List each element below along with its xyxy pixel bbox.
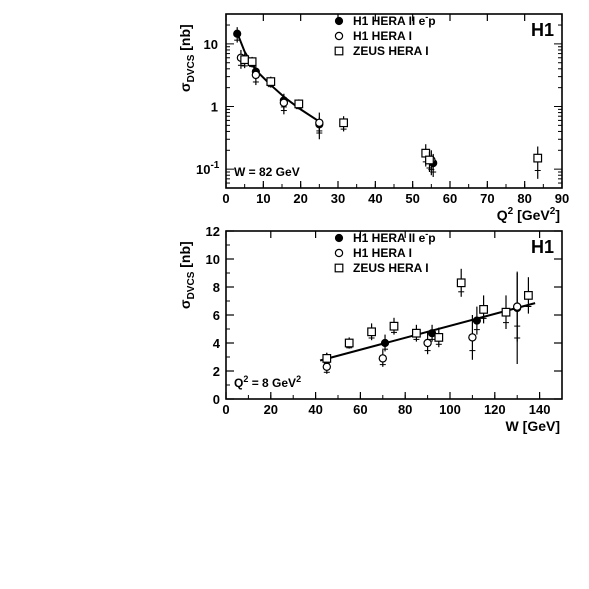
data-point xyxy=(345,339,353,347)
y-tick-exponent: -1 xyxy=(210,160,220,172)
data-point xyxy=(514,303,521,310)
x-axis-title: W [GeV] xyxy=(505,418,560,434)
x-tick-label: 80 xyxy=(397,402,413,417)
data-point xyxy=(241,56,249,64)
data-point xyxy=(248,58,256,66)
data-point xyxy=(267,78,275,86)
data-point xyxy=(390,322,398,330)
y-axis-title: $\sigma_{DVCS}$ [nb] xyxy=(177,241,197,309)
data-point xyxy=(457,279,465,287)
x-tick-label: 40 xyxy=(308,402,323,417)
legend-entry: ZEUS HERA I xyxy=(353,261,429,275)
y-tick-label: 12 xyxy=(205,224,220,239)
legend-marker xyxy=(335,234,342,241)
x-tick-label: 20 xyxy=(263,402,279,417)
y-axis-title: $\sigma_{DVCS}$ [nb] xyxy=(177,24,197,92)
data-point xyxy=(480,306,488,314)
chart-panel-2 xyxy=(177,224,562,434)
y-tick-label: 8 xyxy=(212,280,220,295)
x-tick-label: 0 xyxy=(222,191,230,206)
legend-marker xyxy=(335,249,342,256)
x-axis-title: $Q^2$ [GeV$^2$] xyxy=(496,206,560,223)
data-point xyxy=(424,339,431,346)
legend-marker xyxy=(335,32,342,39)
y-tick-label: 0 xyxy=(212,392,220,407)
legend-marker xyxy=(335,264,343,272)
x-tick-label: 60 xyxy=(442,191,458,206)
y-tick-label: 10 xyxy=(205,252,220,267)
y-tick-label: $10^{-1}$ xyxy=(196,160,220,178)
data-point xyxy=(525,292,533,300)
x-tick-label: 30 xyxy=(330,191,346,206)
data-point xyxy=(435,334,443,342)
data-point xyxy=(323,355,331,363)
experiment-label: H1 xyxy=(530,237,554,257)
legend-entry: H1 HERA II e-p xyxy=(353,229,436,245)
y-tick-label: 2 xyxy=(212,364,220,379)
data-point xyxy=(316,119,323,126)
data-point xyxy=(381,339,388,346)
experiment-label: H1 xyxy=(530,20,554,40)
data-point xyxy=(295,100,303,108)
x-tick-label: 40 xyxy=(368,191,383,206)
x-tick-label: 0 xyxy=(222,402,230,417)
x-tick-label: 20 xyxy=(293,191,308,206)
data-point xyxy=(534,154,542,162)
fit-curve xyxy=(237,33,321,123)
legend-entry: ZEUS HERA I xyxy=(353,44,429,58)
legend-entry: H1 HERA I xyxy=(353,29,412,43)
x-tick-label: 80 xyxy=(517,191,532,206)
data-point xyxy=(502,308,510,316)
chart-panel-1 xyxy=(177,12,569,223)
x-tick-label: 120 xyxy=(483,402,506,417)
x-tick-label: 10 xyxy=(256,191,271,206)
y-tick-label: 4 xyxy=(212,336,220,351)
data-point xyxy=(473,317,480,324)
kinematic-annotation: W = 82 GeV xyxy=(234,165,300,179)
y-tick-label: 10 xyxy=(203,36,218,52)
x-tick-label: 70 xyxy=(480,191,495,206)
data-point xyxy=(469,334,476,341)
data-point xyxy=(340,119,348,127)
legend-entry: H1 HERA I xyxy=(353,246,412,260)
legend-entry: H1 HERA II e-p xyxy=(353,12,436,28)
y-tick-label: 1 xyxy=(210,99,218,115)
x-tick-label: 140 xyxy=(528,402,551,417)
x-tick-label: 50 xyxy=(405,191,420,206)
x-tick-label: 90 xyxy=(554,191,570,206)
kinematic-annotation: $Q^2 = 8$ GeV$^2$ xyxy=(234,374,302,390)
legend-marker xyxy=(335,47,343,55)
data-point xyxy=(234,30,241,37)
data-point xyxy=(426,156,434,164)
data-point xyxy=(280,99,287,106)
data-point xyxy=(323,363,330,370)
data-point xyxy=(413,329,421,337)
data-point xyxy=(252,71,259,78)
x-tick-label: 100 xyxy=(439,402,461,417)
x-tick-label: 60 xyxy=(353,402,368,417)
y-tick-label: 6 xyxy=(212,308,220,323)
data-point xyxy=(368,328,376,336)
legend-marker xyxy=(335,17,342,24)
data-point xyxy=(379,355,386,362)
